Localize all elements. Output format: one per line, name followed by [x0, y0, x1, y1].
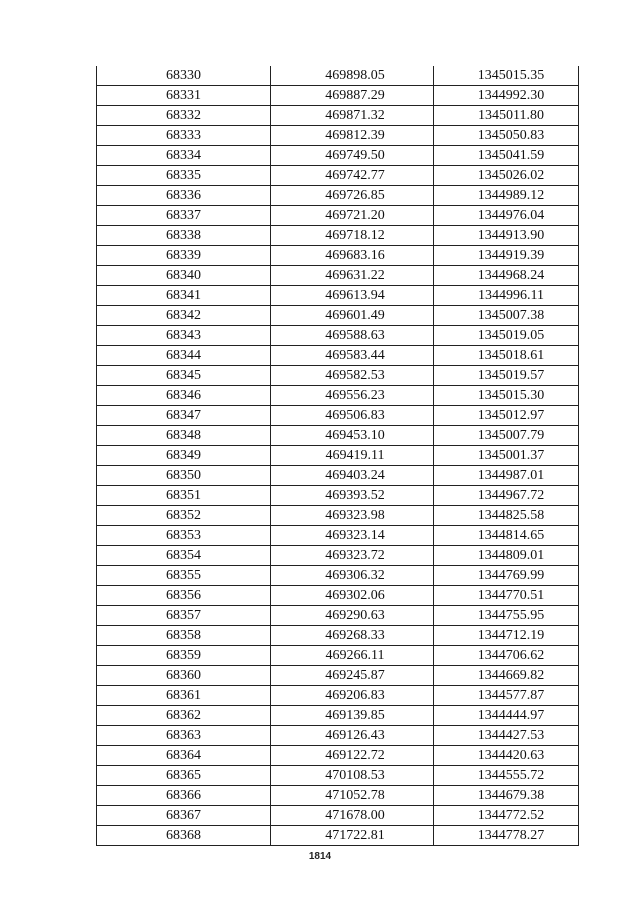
point-id-cell: 68345 — [97, 366, 271, 386]
point-id-cell: 68338 — [97, 226, 271, 246]
point-id-cell: 68347 — [97, 406, 271, 426]
point-id-cell: 68368 — [97, 826, 271, 846]
y-coordinate-cell: 1344427.53 — [434, 726, 579, 746]
table-row — [97, 266, 579, 286]
point-id-cell: 68358 — [97, 626, 271, 646]
point-id-cell: 68344 — [97, 346, 271, 366]
point-id-cell: 68359 — [97, 646, 271, 666]
x-coordinate-cell: 469323.98 — [271, 506, 434, 526]
x-coordinate-cell: 469393.52 — [271, 486, 434, 506]
point-id-cell: 68362 — [97, 706, 271, 726]
y-coordinate-cell: 1345011.80 — [434, 106, 579, 126]
point-id-cell: 68365 — [97, 766, 271, 786]
table-row — [97, 346, 579, 366]
x-coordinate-cell: 469302.06 — [271, 586, 434, 606]
table-row — [97, 486, 579, 506]
x-coordinate-cell: 469742.77 — [271, 166, 434, 186]
point-id-cell: 68336 — [97, 186, 271, 206]
x-coordinate-cell: 469323.14 — [271, 526, 434, 546]
table-row — [97, 226, 579, 246]
point-id-cell: 68333 — [97, 126, 271, 146]
point-id-cell: 68334 — [97, 146, 271, 166]
point-id-cell: 68351 — [97, 486, 271, 506]
point-id-cell: 68337 — [97, 206, 271, 226]
y-coordinate-cell: 1344809.01 — [434, 546, 579, 566]
table-row — [97, 426, 579, 446]
x-coordinate-cell: 469419.11 — [271, 446, 434, 466]
table-row — [97, 326, 579, 346]
table-row — [97, 746, 579, 766]
y-coordinate-cell: 1344769.99 — [434, 566, 579, 586]
table-row — [97, 146, 579, 166]
table-row — [97, 306, 579, 326]
x-coordinate-cell: 471052.78 — [271, 786, 434, 806]
y-coordinate-cell: 1345001.37 — [434, 446, 579, 466]
table-row — [97, 786, 579, 806]
x-coordinate-cell: 470108.53 — [271, 766, 434, 786]
x-coordinate-cell: 471722.81 — [271, 826, 434, 846]
table-row — [97, 526, 579, 546]
x-coordinate-cell: 469266.11 — [271, 646, 434, 666]
x-coordinate-cell: 469683.16 — [271, 246, 434, 266]
point-id-cell: 68349 — [97, 446, 271, 466]
point-id-cell: 68335 — [97, 166, 271, 186]
x-coordinate-cell: 469718.12 — [271, 226, 434, 246]
point-id-cell: 68330 — [97, 66, 271, 86]
y-coordinate-cell: 1345007.79 — [434, 426, 579, 446]
table-row — [97, 246, 579, 266]
point-id-cell: 68346 — [97, 386, 271, 406]
x-coordinate-cell: 469588.63 — [271, 326, 434, 346]
y-coordinate-cell: 1344555.72 — [434, 766, 579, 786]
y-coordinate-cell: 1345012.97 — [434, 406, 579, 426]
y-coordinate-cell: 1344913.90 — [434, 226, 579, 246]
y-coordinate-cell: 1344679.38 — [434, 786, 579, 806]
x-coordinate-cell: 469749.50 — [271, 146, 434, 166]
table-row — [97, 366, 579, 386]
point-id-cell: 68343 — [97, 326, 271, 346]
y-coordinate-cell: 1344770.51 — [434, 586, 579, 606]
table-row — [97, 406, 579, 426]
point-id-cell: 68360 — [97, 666, 271, 686]
table-row — [97, 566, 579, 586]
x-coordinate-cell: 469583.44 — [271, 346, 434, 366]
x-coordinate-cell: 469323.72 — [271, 546, 434, 566]
y-coordinate-cell: 1344420.63 — [434, 746, 579, 766]
y-coordinate-cell: 1345015.35 — [434, 66, 579, 86]
y-coordinate-cell: 1344989.12 — [434, 186, 579, 206]
y-coordinate-cell: 1344814.65 — [434, 526, 579, 546]
table-row — [97, 546, 579, 566]
point-id-cell: 68342 — [97, 306, 271, 326]
table-row — [97, 606, 579, 626]
x-coordinate-cell: 469139.85 — [271, 706, 434, 726]
x-coordinate-cell: 469871.32 — [271, 106, 434, 126]
y-coordinate-cell: 1345018.61 — [434, 346, 579, 366]
x-coordinate-cell: 469582.53 — [271, 366, 434, 386]
page-number: 1814 — [308, 851, 332, 862]
x-coordinate-cell: 469631.22 — [271, 266, 434, 286]
y-coordinate-cell: 1345015.30 — [434, 386, 579, 406]
y-coordinate-cell: 1344577.87 — [434, 686, 579, 706]
y-coordinate-cell: 1345019.57 — [434, 366, 579, 386]
y-coordinate-cell: 1345007.38 — [434, 306, 579, 326]
table-row — [97, 586, 579, 606]
table-row — [97, 446, 579, 466]
point-id-cell: 68341 — [97, 286, 271, 306]
y-coordinate-cell: 1344755.95 — [434, 606, 579, 626]
x-coordinate-cell: 469721.20 — [271, 206, 434, 226]
table-row — [97, 626, 579, 646]
point-id-cell: 68366 — [97, 786, 271, 806]
y-coordinate-cell: 1344444.97 — [434, 706, 579, 726]
y-coordinate-cell: 1344987.01 — [434, 466, 579, 486]
x-coordinate-cell: 471678.00 — [271, 806, 434, 826]
point-id-cell: 68339 — [97, 246, 271, 266]
point-id-cell: 68332 — [97, 106, 271, 126]
point-id-cell: 68367 — [97, 806, 271, 826]
point-id-cell: 68340 — [97, 266, 271, 286]
y-coordinate-cell: 1344992.30 — [434, 86, 579, 106]
x-coordinate-cell: 469556.23 — [271, 386, 434, 406]
point-id-cell: 68364 — [97, 746, 271, 766]
x-coordinate-cell: 469126.43 — [271, 726, 434, 746]
table-row — [97, 186, 579, 206]
x-coordinate-cell: 469812.39 — [271, 126, 434, 146]
x-coordinate-cell: 469268.33 — [271, 626, 434, 646]
table-row — [97, 466, 579, 486]
point-id-cell: 68357 — [97, 606, 271, 626]
x-coordinate-cell: 469206.83 — [271, 686, 434, 706]
point-id-cell: 68348 — [97, 426, 271, 446]
y-coordinate-cell: 1344967.72 — [434, 486, 579, 506]
table-row — [97, 166, 579, 186]
x-coordinate-cell: 469245.87 — [271, 666, 434, 686]
y-coordinate-cell: 1344825.58 — [434, 506, 579, 526]
y-coordinate-cell: 1345041.59 — [434, 146, 579, 166]
point-id-cell: 68355 — [97, 566, 271, 586]
table-row — [97, 506, 579, 526]
y-coordinate-cell: 1344778.27 — [434, 826, 579, 846]
x-coordinate-cell: 469601.49 — [271, 306, 434, 326]
point-id-cell: 68353 — [97, 526, 271, 546]
x-coordinate-cell: 469613.94 — [271, 286, 434, 306]
y-coordinate-cell: 1344669.82 — [434, 666, 579, 686]
y-coordinate-cell: 1345050.83 — [434, 126, 579, 146]
y-coordinate-cell: 1345019.05 — [434, 326, 579, 346]
table-row — [97, 666, 579, 686]
y-coordinate-cell: 1344712.19 — [434, 626, 579, 646]
x-coordinate-cell: 469506.83 — [271, 406, 434, 426]
y-coordinate-cell: 1344706.62 — [434, 646, 579, 666]
x-coordinate-cell: 469887.29 — [271, 86, 434, 106]
point-id-cell: 68356 — [97, 586, 271, 606]
y-coordinate-cell: 1344996.11 — [434, 286, 579, 306]
point-id-cell: 68352 — [97, 506, 271, 526]
table-row — [97, 66, 579, 86]
table-row — [97, 706, 579, 726]
point-id-cell: 68354 — [97, 546, 271, 566]
y-coordinate-cell: 1344919.39 — [434, 246, 579, 266]
x-coordinate-cell: 469290.63 — [271, 606, 434, 626]
table-row — [97, 286, 579, 306]
table-row — [97, 86, 579, 106]
table-row — [97, 806, 579, 826]
table-row — [97, 766, 579, 786]
table-row — [97, 726, 579, 746]
y-coordinate-cell: 1344772.52 — [434, 806, 579, 826]
table-row — [97, 826, 579, 846]
x-coordinate-cell: 469306.32 — [271, 566, 434, 586]
x-coordinate-cell: 469898.05 — [271, 66, 434, 86]
table-row — [97, 106, 579, 126]
y-coordinate-cell: 1344976.04 — [434, 206, 579, 226]
y-coordinate-cell: 1344968.24 — [434, 266, 579, 286]
y-coordinate-cell: 1345026.02 — [434, 166, 579, 186]
point-id-cell: 68350 — [97, 466, 271, 486]
table-row — [97, 126, 579, 146]
x-coordinate-cell: 469122.72 — [271, 746, 434, 766]
coordinates-table-body — [97, 66, 579, 846]
point-id-cell: 68361 — [97, 686, 271, 706]
x-coordinate-cell: 469403.24 — [271, 466, 434, 486]
coordinates-table — [96, 66, 579, 846]
x-coordinate-cell: 469726.85 — [271, 186, 434, 206]
table-row — [97, 386, 579, 406]
table-row — [97, 686, 579, 706]
x-coordinate-cell: 469453.10 — [271, 426, 434, 446]
point-id-cell: 68331 — [97, 86, 271, 106]
table-row — [97, 206, 579, 226]
point-id-cell: 68363 — [97, 726, 271, 746]
table-row — [97, 646, 579, 666]
